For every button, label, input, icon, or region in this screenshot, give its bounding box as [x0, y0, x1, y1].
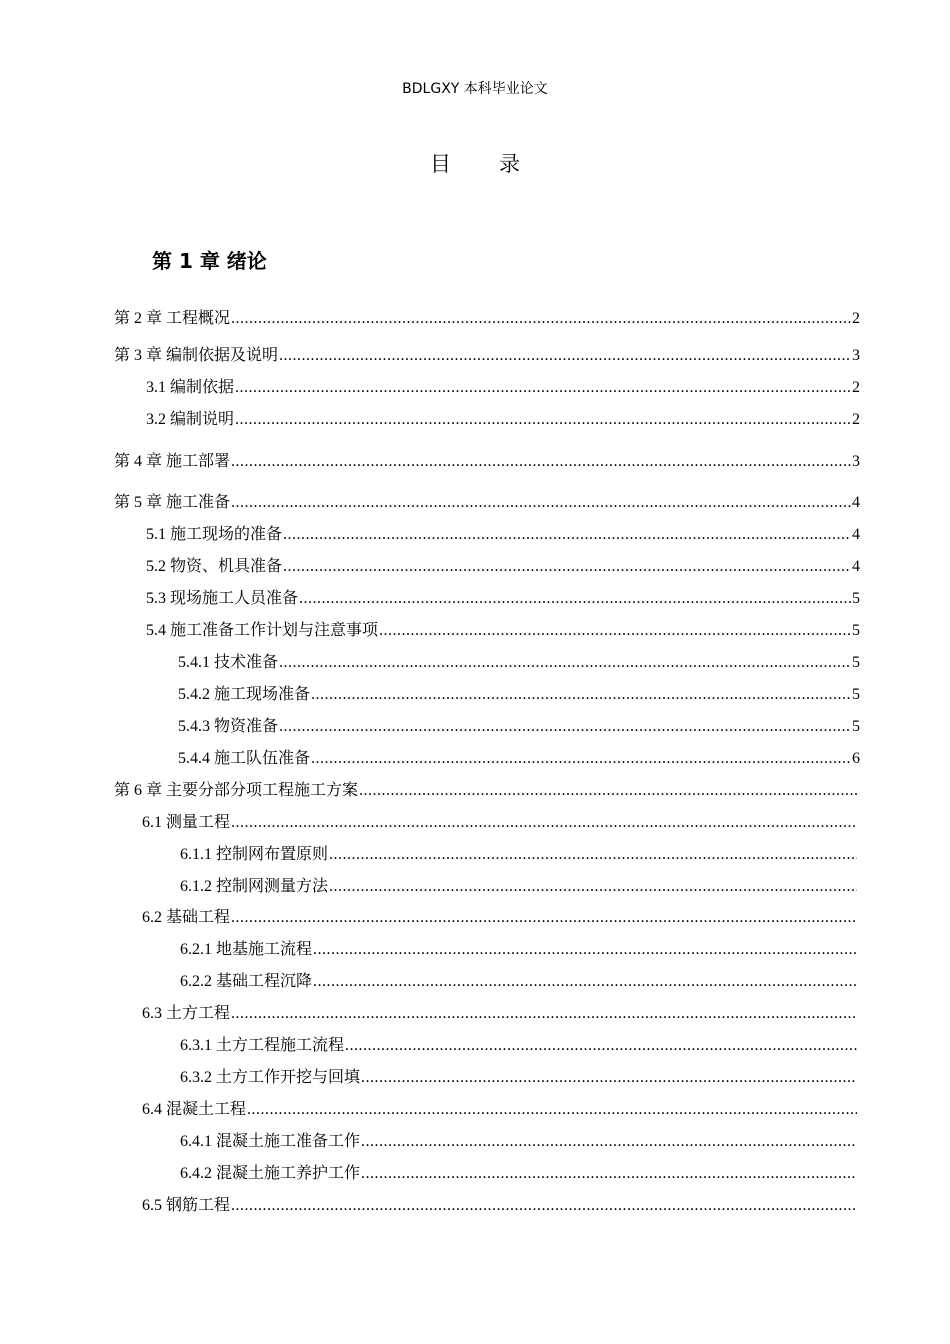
- toc-entry-label: 5.4.3 物资准备: [178, 718, 279, 735]
- toc-entry[interactable]: [142, 1099, 858, 1121]
- toc-leader-dots: [361, 1067, 857, 1089]
- toc-entry[interactable]: [178, 748, 860, 770]
- toc-entry-label: 3.2 编制说明: [146, 411, 235, 428]
- page-header: BDLGXY 本科毕业论文: [402, 81, 548, 97]
- toc-entry-label: 6.2.1 地基施工流程: [180, 941, 313, 958]
- toc-entry-label: 6.1.2 控制网测量方法: [180, 878, 329, 895]
- toc-entry-label: 6.2.2 基础工程沉降: [180, 973, 313, 990]
- toc-entry[interactable]: [178, 684, 860, 706]
- toc-entry-page: 5: [852, 622, 860, 639]
- toc-entry-page: 5: [852, 654, 860, 671]
- toc-entry-label: 6.5 钢筋工程: [142, 1197, 231, 1214]
- toc-entry-page: 3: [852, 347, 860, 364]
- toc-entry-label: 5.1 施工现场的准备: [146, 526, 283, 543]
- toc-entry[interactable]: [180, 939, 858, 961]
- toc-entry-label: 6.4.1 混凝土施工准备工作: [180, 1133, 361, 1150]
- toc-entry[interactable]: [178, 652, 860, 674]
- toc-entry[interactable]: [180, 1163, 858, 1185]
- toc-entry-label: 6.3 土方工程: [142, 1005, 231, 1022]
- toc-entry-label: 6.3.1 土方工程施工流程: [180, 1037, 345, 1054]
- toc-entry-page: 4: [852, 494, 860, 511]
- toc-entry[interactable]: [114, 308, 860, 330]
- toc-leader-dots: [231, 1195, 857, 1217]
- toc-leader-dots: [359, 780, 857, 802]
- toc-entry-page: 5: [852, 590, 860, 607]
- toc-leader-dots: [247, 1099, 857, 1121]
- toc-entry[interactable]: [146, 377, 860, 399]
- toc-entry-label: 6.4.2 混凝土施工养护工作: [180, 1165, 361, 1182]
- toc-leader-dots: [361, 1131, 857, 1153]
- toc-leader-dots: [279, 716, 851, 738]
- toc-leader-dots: [283, 524, 851, 546]
- toc-entry-label: 第 6 章 主要分部分项工程施工方案: [114, 782, 359, 799]
- toc-leader-dots: [313, 939, 857, 961]
- chapter-1-heading: 第 1 章 绪论: [152, 249, 267, 273]
- toc-leader-dots: [311, 684, 851, 706]
- toc-leader-dots: [231, 812, 857, 834]
- page-title: 目录: [430, 152, 568, 176]
- toc-entry-label: 第 5 章 施工准备: [114, 494, 231, 511]
- toc-entry[interactable]: [114, 780, 858, 802]
- toc-entry[interactable]: [180, 971, 858, 993]
- toc-entry[interactable]: [146, 556, 860, 578]
- toc-leader-dots: [231, 1003, 857, 1025]
- toc-leader-dots: [235, 409, 851, 431]
- toc-entry-label: 5.4.2 施工现场准备: [178, 686, 311, 703]
- toc-entry[interactable]: [114, 492, 860, 514]
- toc-leader-dots: [313, 971, 857, 993]
- toc-entry-label: 第 3 章 编制依据及说明: [114, 347, 279, 364]
- toc-entry[interactable]: [180, 1035, 858, 1057]
- toc-leader-dots: [235, 377, 851, 399]
- toc-entry[interactable]: [180, 1067, 858, 1089]
- toc-entry-label: 6.1.1 控制网布置原则: [180, 846, 329, 863]
- toc-entry-page: 2: [852, 411, 860, 428]
- toc-entry-page: 4: [852, 558, 860, 575]
- toc-entry-page: 2: [852, 310, 860, 327]
- toc-entry-label: 第 4 章 施工部署: [114, 453, 231, 470]
- toc-entry-label: 6.2 基础工程: [142, 909, 231, 926]
- toc-entry-page: 3: [852, 453, 860, 470]
- toc-entry-page: 5: [852, 718, 860, 735]
- toc-leader-dots: [279, 652, 851, 674]
- toc-leader-dots: [329, 844, 857, 866]
- toc-entry-label: 6.4 混凝土工程: [142, 1101, 247, 1118]
- toc-entry-page: 5: [852, 686, 860, 703]
- toc-leader-dots: [299, 588, 851, 610]
- toc-leader-dots: [231, 451, 851, 473]
- toc-entry-label: 6.3.2 土方工作开挖与回填: [180, 1069, 361, 1086]
- toc-leader-dots: [361, 1163, 857, 1185]
- toc-entry[interactable]: [142, 1195, 858, 1217]
- toc-leader-dots: [231, 308, 851, 330]
- toc-entry[interactable]: [146, 588, 860, 610]
- toc-leader-dots: [311, 748, 851, 770]
- toc-leader-dots: [231, 907, 857, 929]
- toc-entry[interactable]: [114, 345, 860, 367]
- toc-leader-dots: [231, 492, 851, 514]
- toc-entry-label: 5.2 物资、机具准备: [146, 558, 283, 575]
- toc-entry[interactable]: [146, 409, 860, 431]
- toc-entry[interactable]: [142, 812, 858, 834]
- toc-entry[interactable]: [180, 844, 858, 866]
- toc-entry-label: 3.1 编制依据: [146, 379, 235, 396]
- toc-entry[interactable]: [142, 1003, 858, 1025]
- toc-entry[interactable]: [180, 876, 858, 898]
- toc-entry-page: 6: [852, 750, 860, 767]
- toc-entry-label: 5.4.4 施工队伍准备: [178, 750, 311, 767]
- toc-entry-label: 5.3 现场施工人员准备: [146, 590, 299, 607]
- toc-entry-page: 2: [852, 379, 860, 396]
- toc-leader-dots: [329, 876, 857, 898]
- toc-entry[interactable]: [146, 620, 860, 642]
- toc-entry[interactable]: [180, 1131, 858, 1153]
- toc-leader-dots: [345, 1035, 857, 1057]
- toc-entry[interactable]: [142, 907, 858, 929]
- toc-entry[interactable]: [146, 524, 860, 546]
- toc-entry-label: 第 2 章 工程概况: [114, 310, 231, 327]
- toc-entry-label: 5.4 施工准备工作计划与注意事项: [146, 622, 379, 639]
- toc-leader-dots: [283, 556, 851, 578]
- toc-leader-dots: [279, 345, 851, 367]
- toc-entry[interactable]: [178, 716, 860, 738]
- toc-entry[interactable]: [114, 451, 860, 473]
- toc-leader-dots: [379, 620, 851, 642]
- toc-entry-label: 6.1 测量工程: [142, 814, 231, 831]
- toc-entry-page: 4: [852, 526, 860, 543]
- toc-entry-label: 5.4.1 技术准备: [178, 654, 279, 671]
